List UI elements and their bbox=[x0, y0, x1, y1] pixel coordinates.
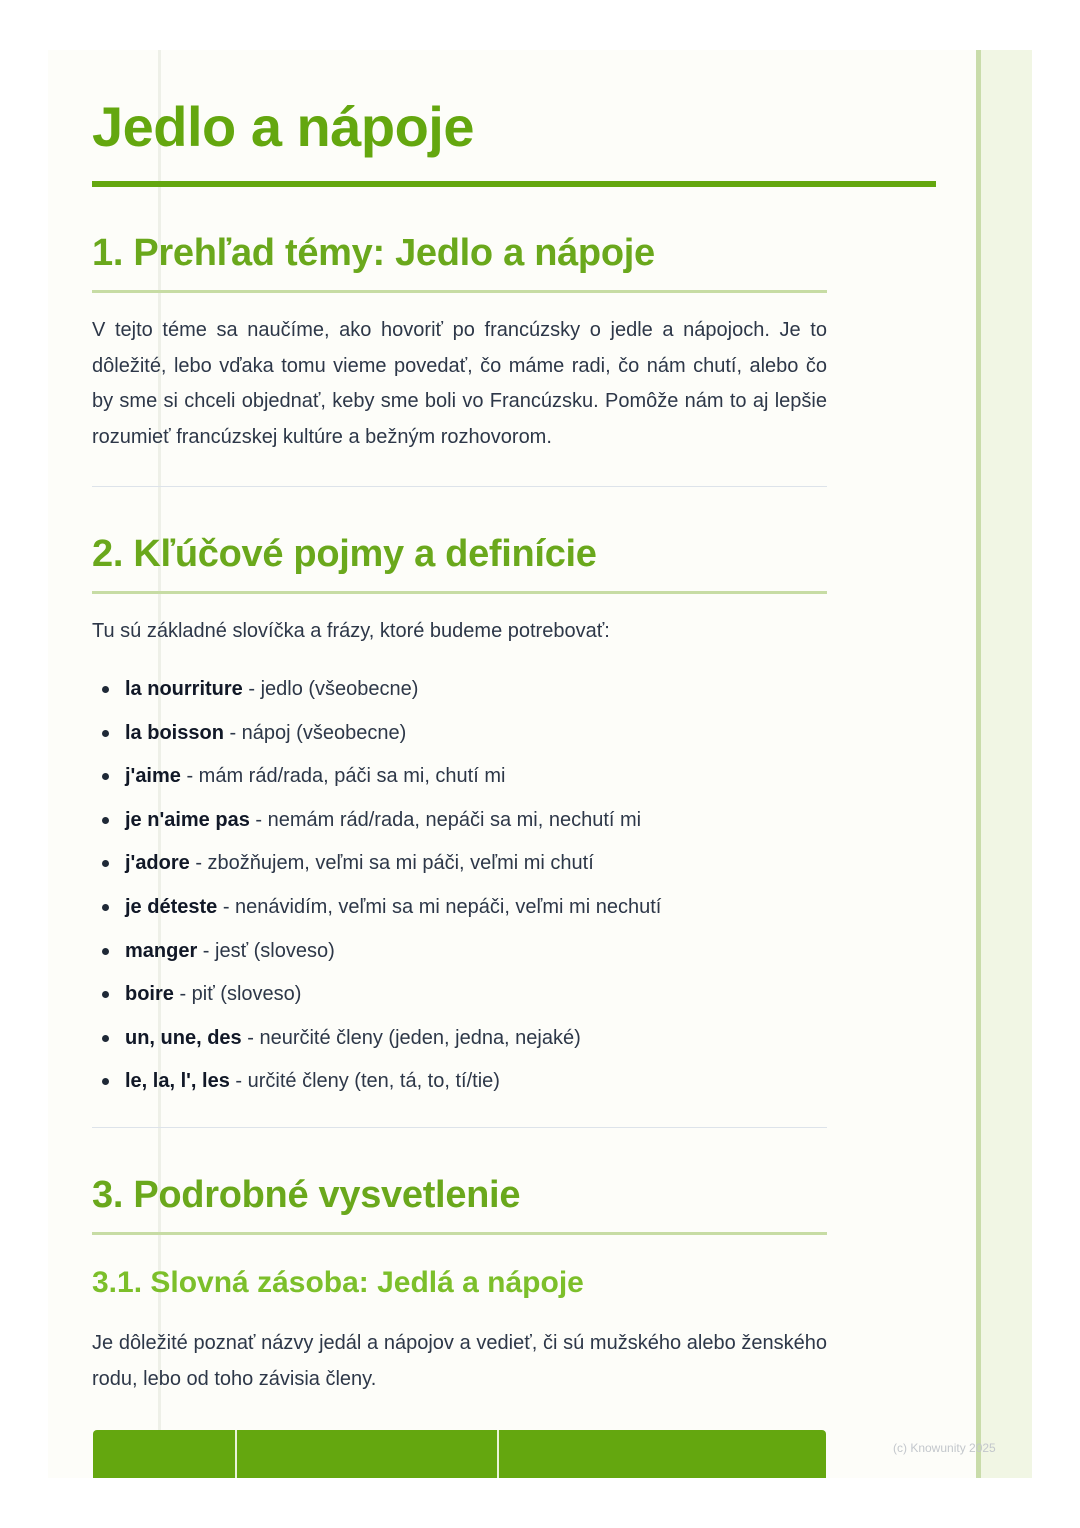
bullet-icon bbox=[102, 1035, 109, 1042]
vocabulary-paragraph: Je dôležité poznať názvy jedál a nápojov a vedieť, či sú mužského alebo ženského rodu, lebo od toho závisia členy. bbox=[92, 1332, 827, 1390]
definition: - zbožňujem, veľmi sa mi páči, veľmi mi chutí bbox=[189, 852, 594, 875]
definition: - nenávidím, veľmi sa mi nepáči, veľmi mi nechutí bbox=[217, 895, 662, 918]
definition: - nemám rád/rada, nepáči sa mi, nechutí mi bbox=[249, 808, 642, 831]
term: je n'aime pas bbox=[125, 808, 250, 831]
definition: - nápoj (všeobecne) bbox=[223, 721, 407, 744]
document-page bbox=[48, 50, 1032, 1478]
term: j'aime bbox=[125, 765, 181, 788]
bullet-icon bbox=[102, 730, 109, 737]
section-separator bbox=[92, 1127, 827, 1128]
definition: - jedlo (všeobecne) bbox=[242, 678, 419, 700]
definition: - určité členy (ten, tá, to, tí/tie) bbox=[229, 1070, 500, 1093]
term: le, la, l', les bbox=[125, 1070, 230, 1093]
section-heading-rule bbox=[92, 591, 827, 594]
section-heading-key-terms: 2. Kľúčové pojmy a definície bbox=[92, 533, 597, 575]
list-item bbox=[92, 755, 661, 799]
list-item bbox=[92, 973, 661, 1017]
section-heading-overview: 1. Prehľad témy: Jedlo a nápoje bbox=[92, 232, 655, 274]
bullet-icon bbox=[102, 686, 109, 693]
section-heading-rule bbox=[92, 1232, 827, 1235]
list-item bbox=[92, 668, 661, 712]
page-right-band bbox=[976, 50, 1032, 1478]
document-title: Jedlo a nápoje bbox=[92, 95, 474, 158]
section-separator bbox=[92, 486, 827, 487]
section-heading-rule bbox=[92, 290, 827, 293]
bullet-icon bbox=[102, 948, 109, 955]
definition: - mám rád/rada, páči sa mi, chutí mi bbox=[180, 765, 506, 788]
definition: - neurčité členy (jeden, jedna, nejaké) bbox=[241, 1026, 581, 1049]
bullet-icon bbox=[102, 904, 109, 911]
bullet-icon bbox=[102, 991, 109, 998]
list-item bbox=[92, 930, 661, 974]
list-item bbox=[92, 1060, 661, 1104]
table-header-cell bbox=[237, 1430, 499, 1478]
key-terms-list bbox=[92, 668, 661, 1104]
page-right-band-line bbox=[976, 50, 981, 1478]
term: boire bbox=[125, 983, 174, 1006]
overview-paragraph: V tejto téme sa naučíme, ako hovoriť po francúzsky o jedle a nápojoch. Je to dôležité, lebo vďaka tomu vieme povedať, čo máme radi, čo nám chutí, alebo čo by sme si chceli objednať, keby sme boli vo Francúzsku. Pomôže nám to aj lepšie rozumieť francúzskej kultúre a bežným rozhovorom. bbox=[92, 319, 827, 448]
key-terms-intro: Tu sú základné slovíčka a frázy, ktoré budeme potrebovať: bbox=[92, 620, 610, 642]
list-item bbox=[92, 712, 661, 756]
list-item bbox=[92, 886, 661, 930]
subsection-heading-vocabulary: 3.1. Slovná zásoba: Jedlá a nápoje bbox=[92, 1266, 584, 1299]
term: la boisson bbox=[125, 721, 224, 744]
definition: - piť (sloveso) bbox=[173, 983, 302, 1006]
list-item bbox=[92, 842, 661, 886]
bullet-icon bbox=[102, 1078, 109, 1085]
copyright-footer: (c) Knowunity 2025 bbox=[893, 1441, 996, 1455]
table-header-cell bbox=[93, 1430, 237, 1478]
vocabulary-table-header bbox=[93, 1430, 826, 1478]
list-item bbox=[92, 1017, 661, 1061]
term: la nourriture bbox=[125, 678, 243, 700]
bullet-icon bbox=[102, 817, 109, 824]
title-underline bbox=[92, 181, 936, 187]
term: manger bbox=[125, 939, 198, 962]
bullet-icon bbox=[102, 860, 109, 867]
term: je déteste bbox=[125, 895, 218, 918]
list-item bbox=[92, 799, 661, 843]
definition: - jesť (sloveso) bbox=[197, 939, 335, 962]
term: un, une, des bbox=[125, 1026, 242, 1049]
section-heading-details: 3. Podrobné vysvetlenie bbox=[92, 1174, 521, 1216]
table-header-cell bbox=[499, 1430, 826, 1478]
bullet-icon bbox=[102, 773, 109, 780]
term: j'adore bbox=[125, 852, 190, 875]
